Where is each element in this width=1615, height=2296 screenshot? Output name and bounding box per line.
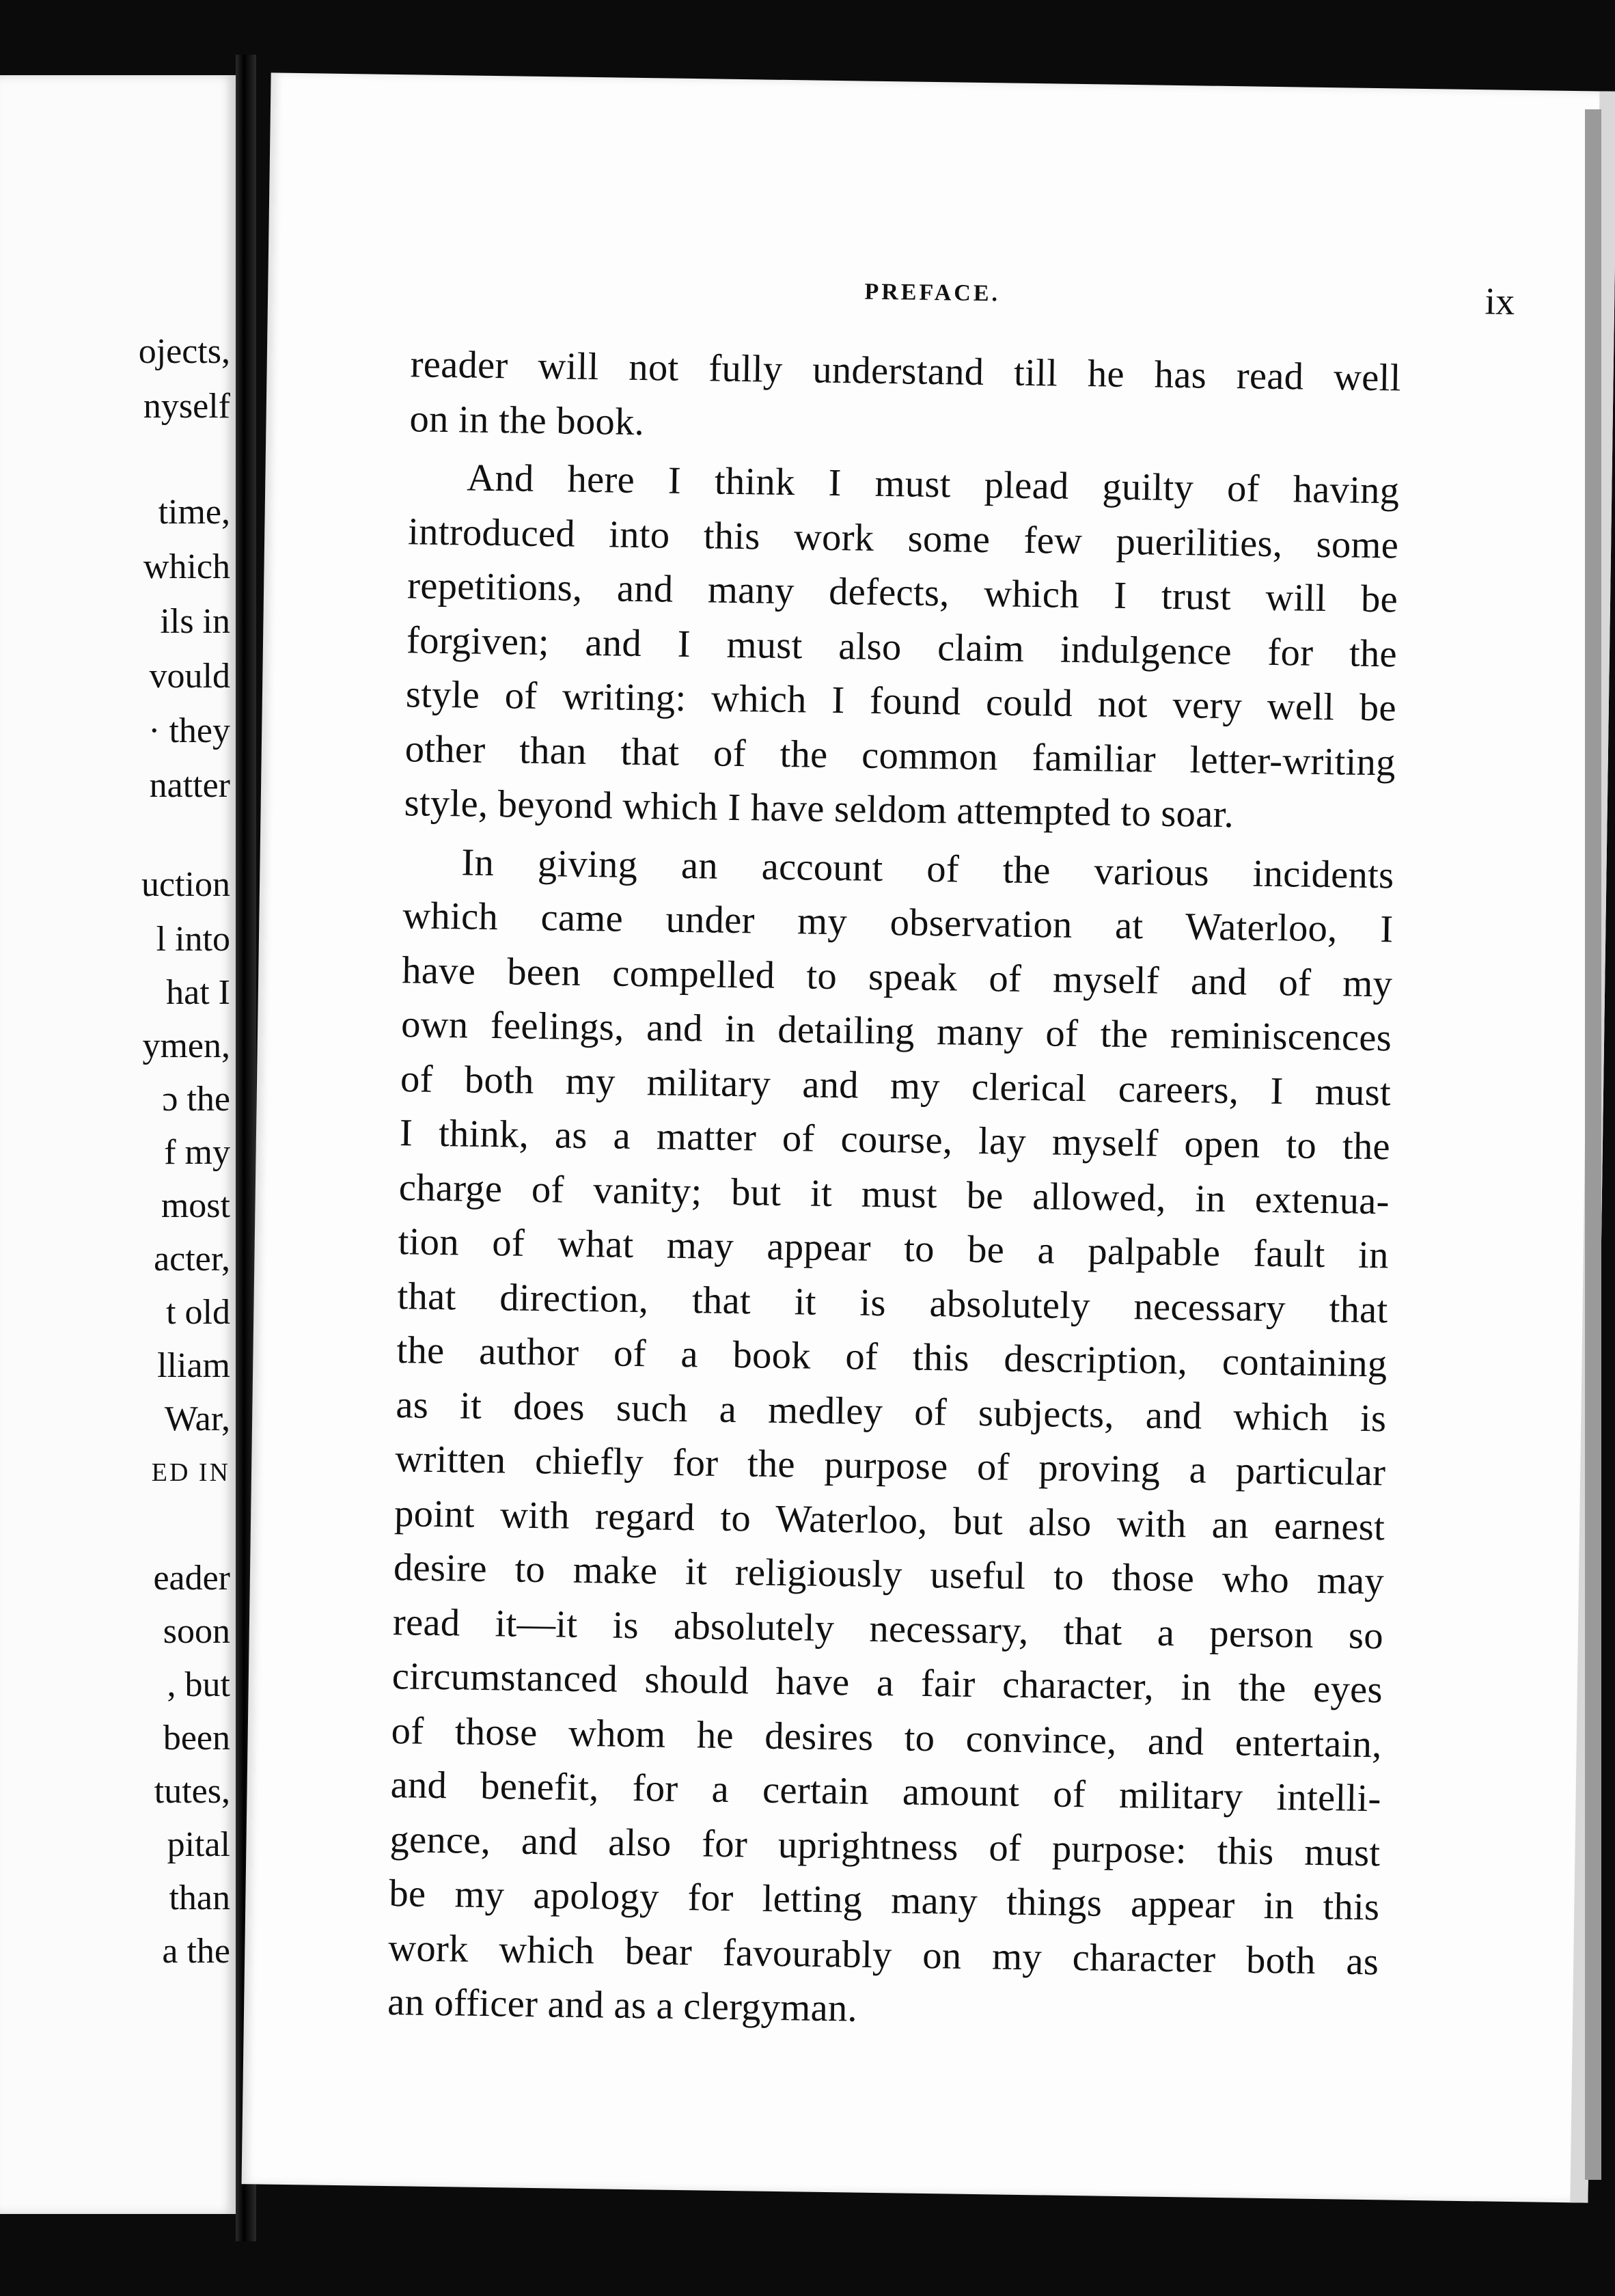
left-page-fragment: ED IN — [151, 1458, 230, 1487]
left-page-fragment: than — [169, 1878, 230, 1917]
text-line: style of writing: which I found could not very well be — [405, 673, 1397, 730]
text-line: and benefit, for a certain amount of military intelli- — [390, 1764, 1381, 1820]
text-line: repetitions, and many defects, which I trust will be — [406, 564, 1398, 621]
left-page-fragment: f my — [164, 1133, 230, 1172]
text-line: circumstanced should have a fair character, in the eyes — [391, 1655, 1383, 1712]
text-line: forgiven; and I must also claim indulgence for the — [406, 618, 1398, 675]
left-page-fragment: pital — [167, 1825, 230, 1864]
text-line: desire to make it religiously useful to those who may — [393, 1546, 1385, 1603]
running-head: PREFACE. — [864, 279, 1001, 307]
preface-body — [387, 338, 1401, 2044]
left-page-fragment: soon — [163, 1612, 230, 1651]
left-page-fragment: been — [163, 1719, 230, 1758]
left-page-fragment: ymen, — [142, 1026, 230, 1065]
text-line: In giving an account of the various incidents — [461, 840, 1394, 897]
text-line: the author of a book of this description, containing — [396, 1329, 1388, 1386]
text-line: tion of what may appear to be a palpable fault in — [398, 1220, 1390, 1277]
text-line: And here I think I must plead guilty of having — [466, 456, 1400, 512]
left-page-fragment: , but — [167, 1665, 230, 1704]
text-line: work which bear favourably on my character both as — [387, 1926, 1379, 1983]
left-page-fragment: l into — [156, 920, 230, 959]
page-number: ix — [1485, 280, 1515, 323]
text-line: I think, as a matter of course, lay myself open to the — [399, 1112, 1391, 1168]
text-line: own feelings, and in detailing many of the reminiscences — [400, 1003, 1392, 1060]
left-page-fragment: most — [161, 1186, 230, 1225]
left-page-fragment: hat I — [166, 973, 230, 1012]
text-line: an officer and as a clergyman. — [387, 1981, 858, 2030]
left-page-fragment: a the — [162, 1932, 230, 1971]
left-page-fragment: · they — [148, 711, 230, 750]
left-page-fragment: tutes, — [154, 1772, 230, 1811]
text-line: reader will not fully understand till he has read well — [410, 343, 1402, 400]
preface-page — [242, 72, 1615, 2202]
left-page-fragment: lliam — [157, 1346, 230, 1385]
left-page-fragment: time, — [158, 493, 230, 532]
left-page-fragment: ils in — [160, 602, 230, 641]
left-page-fragment: ojects, — [138, 332, 230, 371]
left-page-fragment: vould — [149, 657, 230, 696]
left-facing-page — [0, 75, 236, 2214]
text-line: other than that of the common familiar letter-writing — [404, 727, 1396, 784]
text-line: read it—it is absolutely necessary, that a person so — [392, 1600, 1384, 1657]
text-line: have been compelled to speak of myself and of my — [401, 948, 1393, 1005]
left-page-fragment: which — [143, 547, 230, 586]
left-page-fragment: eader — [153, 1559, 230, 1598]
text-line: of both my military and my clerical careers, I must — [400, 1057, 1392, 1114]
text-line: which came under my observation at Waterloo, I — [402, 894, 1394, 951]
text-line: style, beyond which I have seldom attempted to soar. — [404, 782, 1234, 836]
text-line: of those whom he desires to convince, and entertain, — [391, 1709, 1383, 1766]
text-line: be my apology for letting many things appear in this — [389, 1872, 1380, 1929]
left-page-fragment: nyself — [143, 387, 230, 426]
page-edge-stack — [1585, 109, 1601, 2180]
left-page-fragment: acter, — [154, 1240, 230, 1279]
text-line: written chiefly for the purpose of proving a particular — [394, 1438, 1386, 1494]
left-page-fragment: ɔ the — [162, 1080, 230, 1119]
text-line: that direction, that it is absolutely necessary that — [397, 1274, 1388, 1331]
text-line: on in the book. — [409, 397, 645, 443]
left-page-fragment: t old — [166, 1293, 230, 1332]
left-page-fragment: natter — [149, 766, 230, 805]
left-page-fragment: uction — [141, 865, 230, 904]
text-line: gence, and also for uprightness of purpose: this must — [389, 1818, 1381, 1874]
text-line: charge of vanity; but it must be allowed, in extenua- — [398, 1166, 1390, 1222]
text-line: as it does such a medley of subjects, and which is — [396, 1383, 1387, 1440]
left-page-fragment: War, — [164, 1399, 230, 1438]
text-line: point with regard to Waterloo, but also with an earnest — [394, 1492, 1385, 1548]
text-line: introduced into this work some few puerilities, some — [407, 510, 1399, 566]
